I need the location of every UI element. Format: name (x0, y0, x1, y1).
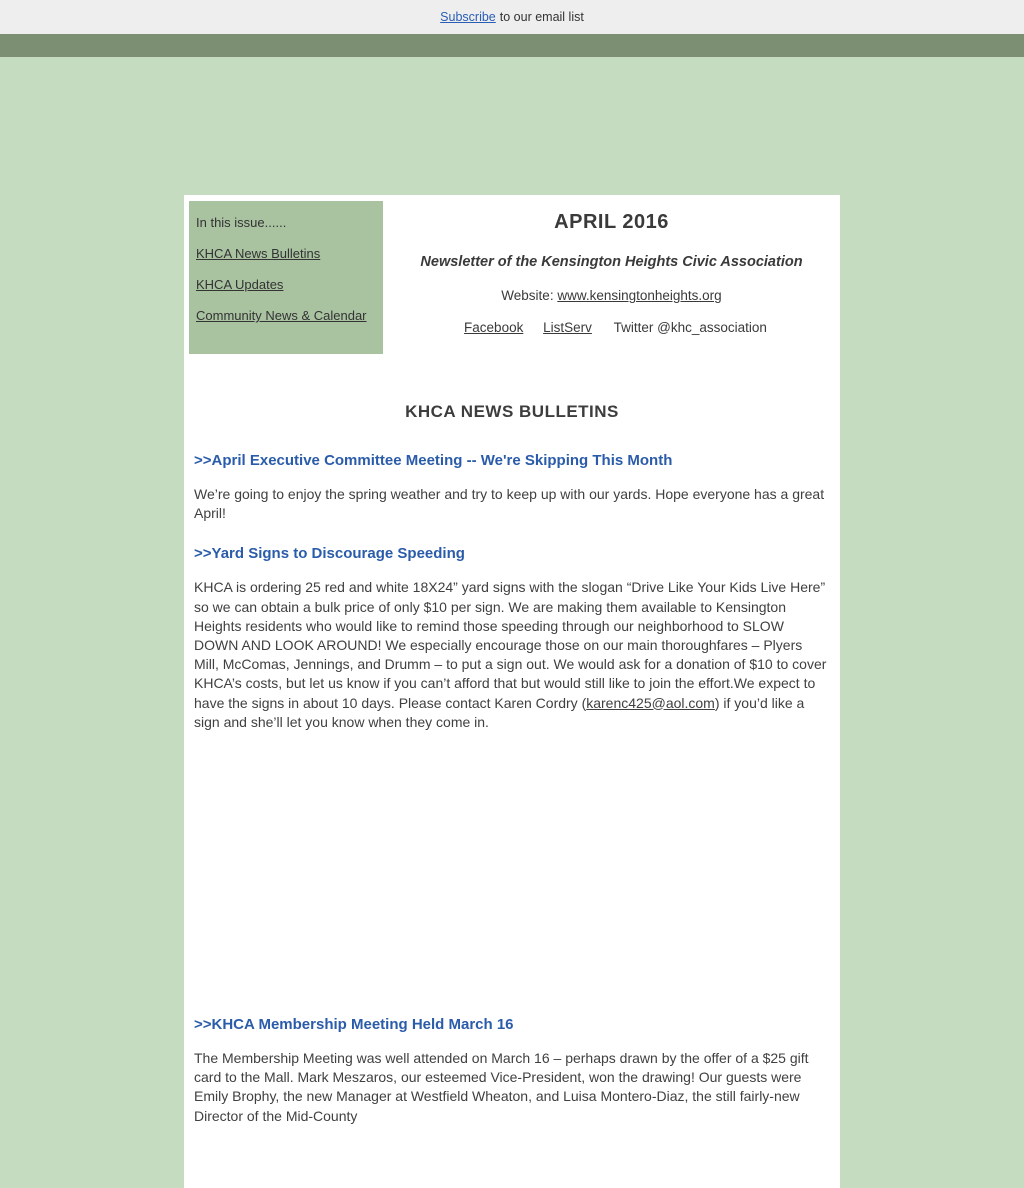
image-placeholder (184, 754, 840, 1016)
facebook-link[interactable]: Facebook (464, 320, 524, 335)
article-body: The Membership Meeting was well attended on March 16 – perhaps drawn by the offer of a $25 gift card to the Mall. Mark Meszaros, our esteemed Vice-President, won the drawing! Our guests were Emily Brophy, the new Manager at Westfield Wheaton, and Luisa Montero-Diaz, the still fairly-new Director of the Mid-County (194, 1050, 809, 1124)
top-green-band (0, 34, 1024, 57)
newsletter-title: APRIL 2016 (554, 211, 669, 233)
newsletter-card (184, 195, 840, 1188)
article-april-meeting (184, 452, 840, 523)
article-body-text: KHCA is ordering 25 red and white 18X24” yard signs with the slogan “Drive Like Your Kids Live Here” so we can obtain a bulk price of only $10 per sign. We are making them available to Kensington Heights residents who would like to remind those speeding through our neighborhood to SLOW DOWN AND LOOK AROUND! We especially encourage those on our main thoroughfares – Plyers Mill, McComas, Jennings, and Drumm – to put a sign out. We would ask for a donation of $10 to cover KHCA’s costs, but let us know if you can’t afford that but would still like to join the effort.We expect to have the signs in about 10 days. Please contact Karen Cordry ( (194, 579, 827, 711)
website-line (383, 288, 840, 303)
article-membership-meeting (184, 1016, 840, 1126)
website-link[interactable]: www.kensingtonheights.org (557, 288, 722, 303)
social-line (383, 320, 840, 335)
in-this-issue-box (189, 201, 383, 354)
website-label: Website: (501, 288, 558, 303)
subscribe-text: to our email list (499, 10, 584, 24)
twitter-handle: Twitter @khc_association (613, 320, 767, 335)
article-yard-signs (184, 545, 840, 732)
in-this-issue-label: In this issue...... (196, 215, 287, 230)
subscribe-bar (0, 0, 1024, 34)
subscribe-link[interactable]: Subscribe (440, 10, 496, 24)
article-body-text: ) if you’d like a sign and she’ll let you know when they come in. (194, 694, 805, 730)
section-title-news-bulletins: KHCA NEWS BULLETINS (405, 402, 619, 421)
article-heading: >>KHCA Membership Meeting Held March 16 (194, 1016, 514, 1034)
toc-link-khca-updates[interactable]: KHCA Updates (196, 277, 284, 292)
newsletter-header (184, 201, 840, 354)
article-body (194, 578, 827, 732)
listserv-link[interactable]: ListServ (543, 320, 592, 335)
article-body: We’re going to enjoy the spring weather and try to keep up with our yards. Hope everyone has a great April! (194, 486, 825, 522)
toc-link-community-news[interactable]: Community News & Calendar (196, 308, 367, 323)
article-heading: >>April Executive Committee Meeting -- We're Skipping This Month (194, 452, 673, 469)
masthead (383, 201, 840, 335)
email-link[interactable]: karenc425@aol.com (586, 694, 715, 711)
toc-link-news-bulletins[interactable]: KHCA News Bulletins (196, 246, 321, 261)
newsletter-subtitle: Newsletter of the Kensington Heights Civic Association (420, 254, 803, 270)
article-heading: >>Yard Signs to Discourage Speeding (194, 545, 465, 563)
